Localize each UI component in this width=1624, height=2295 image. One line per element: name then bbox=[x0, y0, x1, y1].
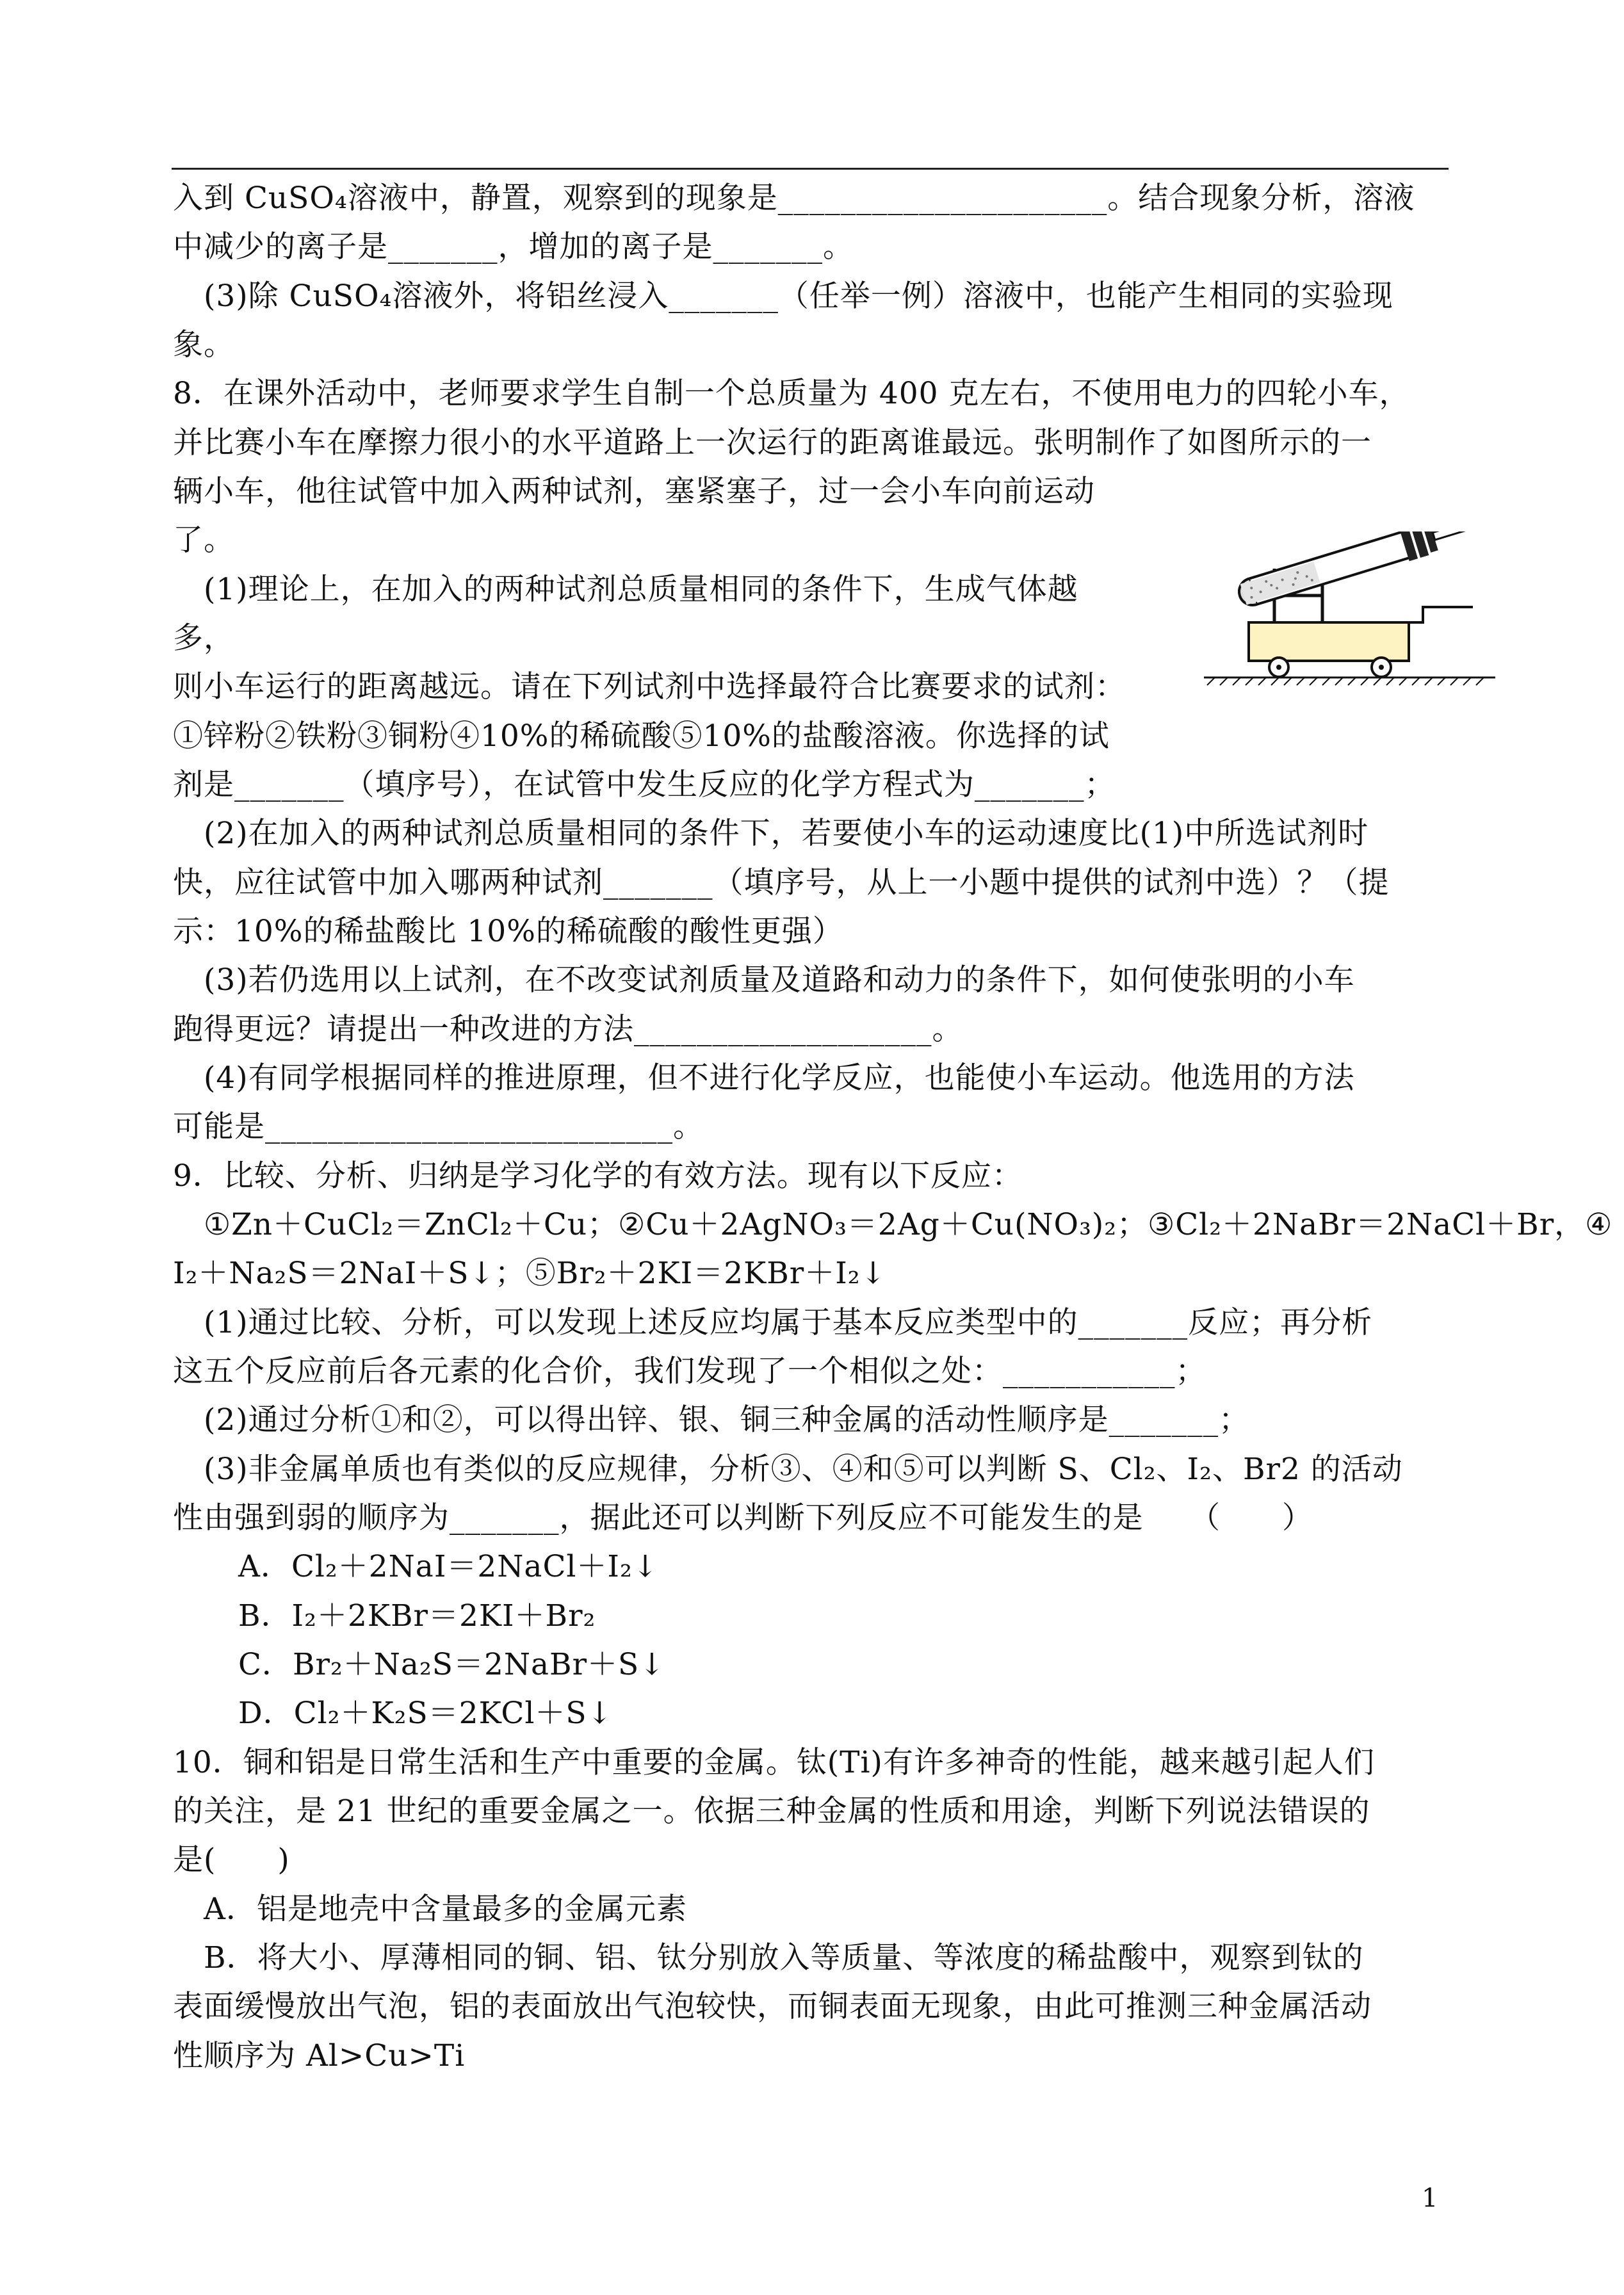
text-line: (1)理论上，在加入的两种试剂总质量相同的条件下，生成气体越 bbox=[204, 572, 1078, 607]
text-line: 示：10%的稀盐酸比 10%的稀硫酸的酸性更强） bbox=[173, 914, 843, 949]
text-line: ①锌粉②铁粉③铜粉④10%的稀硫酸⑤10%的盐酸溶液。你选择的试 bbox=[173, 718, 1110, 754]
text-line: 辆小车，他往试管中加入两种试剂，塞紧塞子，过一会小车向前运动 bbox=[173, 474, 1095, 509]
text-line: 快，应往试管中加入哪两种试剂_______（填序号，从上一小题中提供的试剂中选）？（提 bbox=[173, 865, 1390, 900]
equation-line: I₂＋Na₂S＝2NaI＋S↓；⑤Br₂＋2KI＝2KBr＋I₂↓ bbox=[173, 1256, 887, 1291]
text-line: (2)通过分析①和②，可以得出锌、银、铜三种金属的活动性顺序是_______； bbox=[204, 1402, 1250, 1438]
text-line: 性顺序为 Al>Cu>Ti bbox=[173, 2038, 466, 2073]
text-line: 入到 CuSO₄溶液中，静置，观察到的现象是_____________________。结合现象分析，溶液 bbox=[173, 181, 1415, 216]
equation-line: ①Zn＋CuCl₂＝ZnCl₂＋Cu；②Cu＋2AgNO₃＝2Ag＋Cu(NO₃)₂；③Cl₂＋2NaBr＝2NaCl＋Br，④ bbox=[204, 1207, 1613, 1242]
text-line: 并比赛小车在摩擦力很小的水平道路上一次运行的距离谁最远。张明制作了如图所示的一 bbox=[173, 425, 1372, 460]
text-line: (4)有同学根据同样的推进原理，但不进行化学反应，也能使小车运动。他选用的方法 bbox=[204, 1060, 1355, 1096]
question-10-line: 10．铜和铝是日常生活和生产中重要的金属。钛(Ti)有许多神奇的性能，越来越引起人们 bbox=[173, 1745, 1375, 1780]
text-line: 跑得更远？请提出一种改进的方法___________________。 bbox=[173, 1012, 963, 1047]
header-rule bbox=[172, 168, 1449, 170]
text-line: 象。 bbox=[173, 327, 234, 362]
text-line: (3)除 CuSO₄溶液外，将铝丝浸入_______（任举一例）溶液中，也能产生相同的实验现 bbox=[204, 279, 1393, 314]
choice-d: D．Cl₂＋K₂S＝2KCl＋S↓ bbox=[238, 1696, 613, 1731]
choice-a: A．Cl₂＋2NaI＝2NaCl＋I₂↓ bbox=[238, 1549, 659, 1584]
question-9-line: 9．比较、分析、归纳是学习化学的有效方法。现有以下反应： bbox=[173, 1158, 1023, 1194]
page-number: 1 bbox=[1422, 2184, 1438, 2213]
text-line: (3)若仍选用以上试剂，在不改变试剂质量及道路和动力的条件下，如何使张明的小车 bbox=[204, 962, 1355, 998]
text-line: 可能是__________________________。 bbox=[173, 1109, 704, 1144]
text-line: 的关注，是 21 世纪的重要金属之一。依据三种金属的性质和用途，判断下列说法错误的 bbox=[173, 1794, 1370, 1829]
text-line: 了。 bbox=[173, 523, 234, 558]
text-line: (3)非金属单质也有类似的反应规律，分析③、④和⑤可以判断 S、Cl₂、I₂、Br2 的活动 bbox=[204, 1452, 1403, 1487]
choice-c: C．Br₂＋Na₂S＝2NaBr＋S↓ bbox=[238, 1647, 665, 1682]
text-line: (1)通过比较、分析，可以发现上述反应均属于基本反应类型中的_______反应；再分析 bbox=[204, 1305, 1373, 1340]
toy-car-apparatus-figure bbox=[1204, 531, 1498, 701]
question-8-line: 8．在课外活动中，老师要求学生自制一个总质量为 400 克左右，不使用电力的四轮小车， bbox=[173, 376, 1410, 411]
text-line: 这五个反应前后各元素的化合价，我们发现了一个相似之处：___________； bbox=[173, 1354, 1206, 1389]
choice-b: B．将大小、厚薄相同的铜、铝、钛分别放入等质量、等浓度的稀盐酸中，观察到钛的 bbox=[204, 1940, 1364, 1975]
text-line: 多， bbox=[173, 620, 234, 656]
text-line: 则小车运行的距离越远。请在下列试剂中选择最符合比赛要求的试剂： bbox=[173, 669, 1126, 704]
choice-b: B．I₂＋2KBr＝2KI＋Br₂ bbox=[238, 1598, 596, 1634]
text-line: 剂是_______（填序号），在试管中发生反应的化学方程式为_______； bbox=[173, 767, 1116, 802]
text-line: 中减少的离子是_______，增加的离子是_______。 bbox=[173, 229, 854, 264]
text-line: (2)在加入的两种试剂总质量相同的条件下，若要使小车的运动速度比(1)中所选试剂时 bbox=[204, 816, 1369, 851]
text-line: 表面缓慢放出气泡，铝的表面放出气泡较快，而铜表面无现象，由此可推测三种金属活动 bbox=[173, 1989, 1372, 2024]
text-line: 性由强到弱的顺序为_______，据此还可以判断下列反应不可能发生的是 （ ） bbox=[173, 1500, 1313, 1536]
choice-a: A．铝是地壳中含量最多的金属元素 bbox=[204, 1892, 687, 1927]
text-line: 是( ) bbox=[173, 1842, 290, 1877]
